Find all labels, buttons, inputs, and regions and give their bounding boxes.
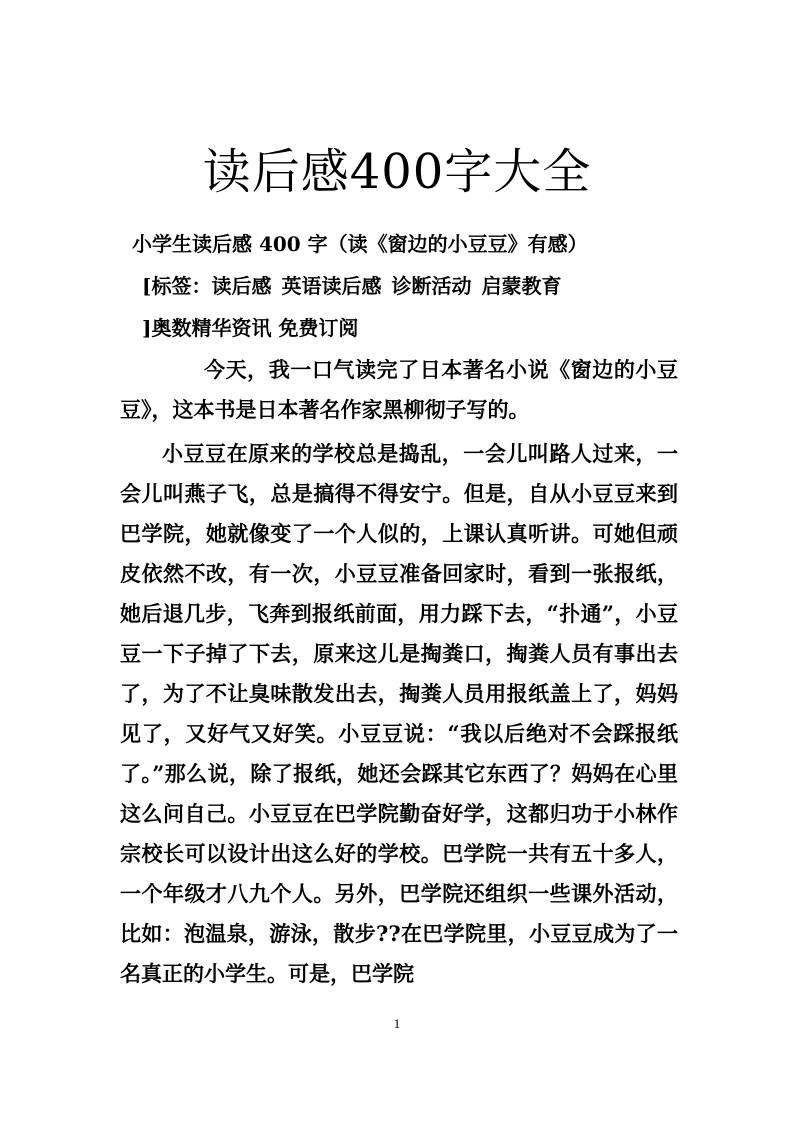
document-subtitle: 小学生读后感 400 字（读《窗边的小豆豆》有感） — [132, 232, 588, 256]
tag-item[interactable]: 诊断活动 — [391, 274, 472, 298]
promo-line — [142, 312, 358, 344]
promo-link-olympiad[interactable]: 奥数精华资讯 — [151, 316, 272, 340]
tag-item[interactable]: 启蒙教育 — [481, 274, 562, 298]
page-number: 1 — [393, 1016, 401, 1031]
tag-line — [142, 270, 561, 302]
tag-line-close: ] — [142, 316, 152, 340]
body-paragraph: 小豆豆在原来的学校总是捣乱，一会儿叫路人过来，一会儿叫燕子飞，总是搞得不得安宁。但是，自从小豆豆来到巴学院，她就像变了一个人似的，上课认真听讲。可她但顽皮依然不改，有一次，小豆豆准备回家时，看到一张报纸，她后退几步，飞奔到报纸前面，用力踩下去，“扑通”，小豆豆一下子掉了下去，原来这儿是掏粪口，掏粪人员有事出去了，为了不让臭味散发出去，掏粪人员用报纸盖上了，妈妈见了，又好气又好笑。小豆豆说：“我以后绝对不会踩报纸了。”那么说，除了报纸，她还会踩其它东西了？妈妈在心里这么问自己。小豆豆在巴学院勤奋好学，这都归功于小林作宗校长可以设计出这么好的学校。巴学院一共有五十多人，一个年级才八九个人。另外，巴学院还组织一些课外活动，比如：泡温泉，游泳，散步??在巴学院里，小豆豆成为了一名真正的小学生。可是，巴学院 — [120, 441, 678, 986]
tag-item[interactable]: 英语读后感 — [281, 274, 382, 298]
subscribe-link[interactable]: 免费订阅 — [278, 316, 359, 340]
body-paragraph: 今天，我一口气读完了日本著名小说《窗边的小豆豆》，这本书是日本著名作家黑柳彻子写的。 — [120, 357, 678, 422]
tag-item[interactable]: 读后感 — [211, 274, 272, 298]
document-title: 读后感400字大全 — [202, 144, 592, 200]
tag-line-prefix: [标签： — [142, 274, 212, 298]
